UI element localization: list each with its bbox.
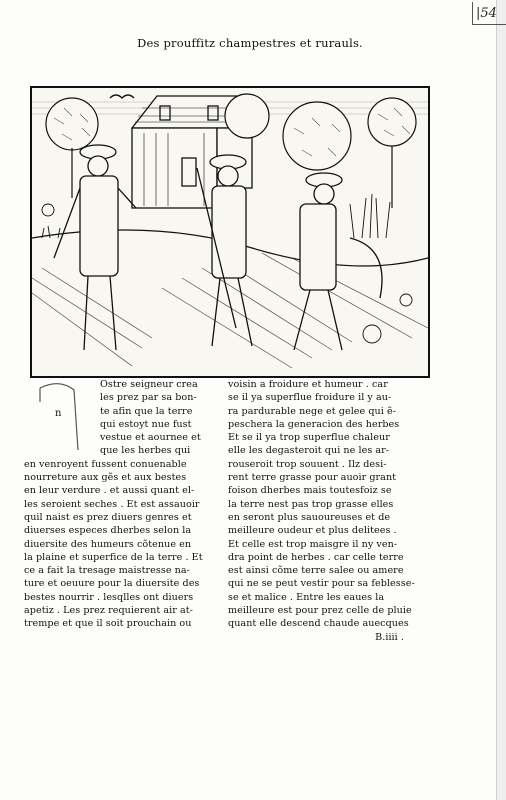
text-line: que les herbes qui — [100, 445, 191, 457]
text-line: quil naist es prez diuers genres et — [24, 511, 192, 523]
text-line: meilleure oudeur et plus delitees . — [228, 525, 397, 537]
folio-number: |54 — [476, 6, 497, 21]
running-head: Des prouffitz champestres et rurauls. — [137, 36, 363, 50]
next-page-edge — [496, 0, 506, 800]
text-line: dra point de herbes . car celle terre — [228, 551, 404, 563]
text-line: te afin que la terre — [100, 405, 193, 417]
text-line: nourreture aux gẽs et aux bestes — [24, 472, 187, 484]
text-line: bestes nourrir . lesqlles ont diuers — [24, 591, 194, 603]
text-line: se et malice . Entre les eaues la — [228, 591, 385, 603]
signature-mark: B.iiii . — [375, 631, 404, 643]
text-line: est ainsi cõme terre salee ou amere — [228, 565, 404, 577]
text-column-right — [228, 378, 440, 644]
woodcut-illustration — [30, 86, 430, 378]
text-line: elle les degasteroit qui ne les ar- — [228, 445, 390, 457]
text-line: vestue et aournee et — [100, 432, 201, 444]
text-line: foison dherbes mais toutesfoiz se — [228, 485, 392, 497]
text-line: qui estoyt nue fust — [100, 418, 192, 430]
text-line: meilleure est pour prez celle de pluie — [228, 605, 412, 617]
text-line: se il ya superflue froidure il y au- — [228, 392, 392, 404]
text-line: Et se il ya trop superflue chaleur — [228, 432, 390, 444]
text-line: rent terre grasse pour auoir grant — [228, 472, 397, 484]
text-line: qui ne se peut vestir pour sa feblesse- — [228, 578, 415, 590]
text-line: Et celle est trop maisgre il ny ven- — [228, 538, 398, 550]
text-line: ra pardurable nege et gelee qui ẽ- — [228, 405, 397, 417]
text-line: rouseroit trop souuent . Ilz desi- — [228, 458, 387, 470]
text-line: trempe et que il soit prouchain ou — [24, 618, 192, 630]
text-line: les seroient seches . Et est assauoir — [24, 498, 200, 510]
text-line: quant elle descend chaude auecques — [228, 618, 409, 630]
text-line: ce a fait la tresage maistresse na- — [24, 565, 190, 577]
text-line: diuersite des humeurs cõtenue en — [24, 538, 192, 550]
text-line: la plaine et superfice de la terre . Et — [24, 551, 203, 563]
text-line: apetiz . Les prez requierent air at- — [24, 605, 193, 617]
text-line: diuerses especes dherbes selon la — [24, 525, 192, 537]
text-line: en seront plus sauoureuses et de — [228, 511, 391, 523]
text-line: en venroyent fussent conuenable — [24, 458, 187, 470]
text-column-left — [24, 378, 222, 631]
text-line: Ostre seigneur crea — [100, 379, 198, 390]
text-line: voisin a froidure et humeur . car — [228, 379, 388, 390]
guide-letter: n — [55, 408, 62, 419]
text-line: en leur verdure . et aussi quant el- — [24, 485, 195, 497]
text-line: la terre nest pas trop grasse elles — [228, 498, 394, 510]
text-line: ture et oeuure pour la diuersite des — [24, 578, 200, 590]
text-line: peschera la generacion des herbes — [228, 418, 400, 430]
text-line: les prez par sa bon- — [100, 392, 197, 404]
